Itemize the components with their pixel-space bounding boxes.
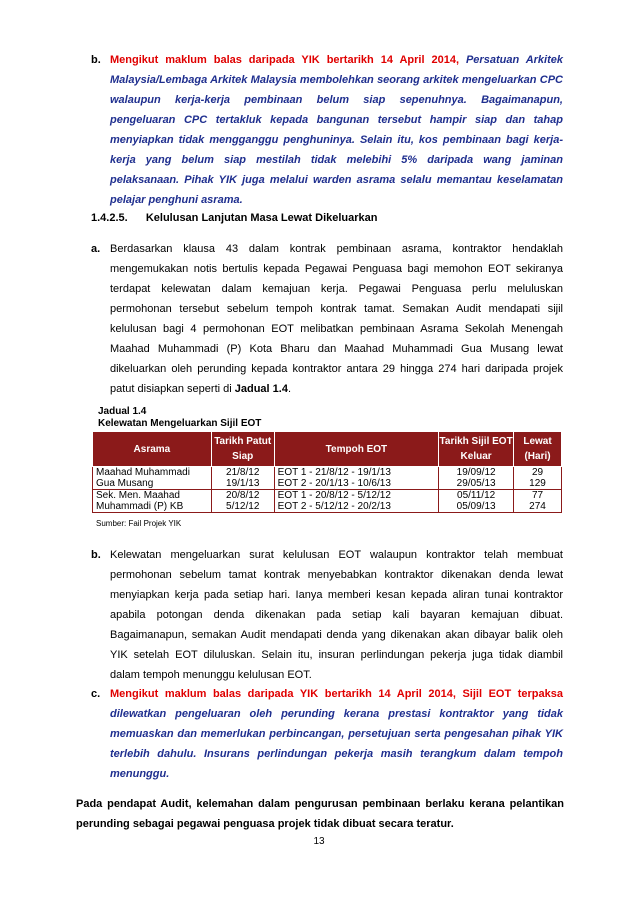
- response-intro-red: Mengikut maklum balas daripada YIK bertarikh 14 April 2014,: [110, 54, 460, 66]
- table-caption: [98, 406, 261, 430]
- cell-patut-siap: 21/8/12 19/1/13: [211, 467, 274, 490]
- paragraph-a: [91, 239, 563, 399]
- cell-sijil-keluar: 19/09/12 29/05/13: [439, 467, 514, 490]
- cell-patut-siap: 20/8/12 5/12/12: [211, 490, 274, 513]
- cell-lewat: 29 129: [514, 467, 562, 490]
- header-tarikh-patut-siap: Tarikh Patut Siap: [211, 432, 274, 467]
- table-source: Sumber: Fail Projek YIK: [96, 519, 182, 528]
- paragraph-b-delay: [91, 545, 563, 685]
- paragraph-end: .: [287, 383, 292, 395]
- table-row: [93, 467, 562, 490]
- paragraph-b-response: [91, 50, 563, 210]
- header-asrama: Asrama: [93, 432, 212, 467]
- paragraph-label: b.: [91, 54, 101, 66]
- section-heading: [91, 212, 378, 224]
- table-header-row: [93, 432, 562, 467]
- paragraph-label: c.: [91, 688, 101, 700]
- table-title: Kelewatan Mengeluarkan Sijil EOT: [98, 418, 262, 429]
- paragraph-text: Kelewatan mengeluarkan surat kelulusan EOT walaupun kontraktor telah membuat permohonan sebelum tamat kontrak menyebabkan kontraktor dikenakan denda lewat menyiapkan kerja pada setiap hari. Ianya memberi kesan kepada aliran tunai kontraktor apabila potongan denda dikenakan pada setiap kali bayaran kemajuan dibuat. Bagaimanapun, semakan Audit mendapati denda yang dikenakan akan dibayar balik oleh YIK setelah EOT diluluskan. Selain itu, insuran perlindungan pekerja juga tidak diambil dalam tempoh menunggu kelulusan EOT.: [110, 549, 563, 681]
- cell-asrama: Sek. Men. Maahad Muhammadi (P) KB: [93, 490, 212, 513]
- eot-table: [92, 431, 562, 513]
- cell-asrama: Maahad Muhammadi Gua Musang: [93, 467, 212, 490]
- paragraph-label: a.: [91, 243, 101, 255]
- response-body-blue: Persatuan Arkitek Malaysia/Lembaga Arkitek Malaysia membolehkan seorang arkitek mengeluarkan CPC walaupun kerja-kerja pembinaan belum siap sepenuhnya. Bagaimanapun, pengeluaran CPC tertakluk kepada bangunan tersebut hampir siap dan tahap menyiapkan tidak mengganggu penghuninya. Selain itu, kos pembinaan bagi kerja-kerja yang belum siap mestilah tidak melebihi 5% daripada wang jaminan pelaksanaan. Pihak YIK juga melalui warden asrama selalu memantau keselamatan pelajar penghuni asrama.: [110, 54, 563, 206]
- cell-lewat: 77 274: [514, 490, 562, 513]
- section-number: 1.4.2.5.: [91, 212, 128, 224]
- table-row: [93, 490, 562, 513]
- response-intro-red: Mengikut maklum balas daripada YIK bertarikh 14 April 2014, Sijil EOT terpaksa: [110, 688, 563, 700]
- cell-tempoh-eot: EOT 1 - 21/8/12 - 19/1/13 EOT 2 - 20/1/13 - 10/6/13: [274, 467, 439, 490]
- cell-sijil-keluar: 05/11/12 05/09/13: [439, 490, 514, 513]
- section-title: Kelulusan Lanjutan Masa Lewat Dikeluarkan: [145, 212, 378, 224]
- table-reference: Jadual 1.4: [234, 383, 288, 395]
- header-lewat: Lewat (Hari): [514, 432, 562, 467]
- audit-conclusion: [76, 794, 564, 834]
- response-body-blue: dilewatkan pengeluaran oleh perunding kerana prestasi kontraktor yang tidak memuaskan dan memerlukan perbincangan, persetujuan serta pengesahan pihak YIK terlebih dahulu. Insurans perlindungan pekerja masih terangkum dalam tempoh menunggu.: [110, 708, 563, 780]
- page-number: 13: [313, 836, 325, 847]
- conclusion-text: Pada pendapat Audit, kelemahan dalam pengurusan pembinaan berlaku kerana pelantikan perunding sebagai pegawai penguasa projek tidak dibuat secara teratur.: [76, 798, 564, 830]
- paragraph-label: b.: [91, 549, 101, 561]
- cell-tempoh-eot: EOT 1 - 20/8/12 - 5/12/12 EOT 2 - 5/12/12 - 20/2/13: [274, 490, 439, 513]
- header-tarikh-sijil-keluar: Tarikh Sijil EOT Keluar: [439, 432, 514, 467]
- table-number: Jadual 1.4: [98, 406, 147, 417]
- paragraph-c-response: [91, 684, 563, 784]
- paragraph-text: Berdasarkan klausa 43 dalam kontrak pembinaan asrama, kontraktor hendaklah mengemukakan notis bertulis kepada Pegawai Penguasa bagi memohon EOT sekiranya terdapat kelewatan dalam kemajuan kerja. Pegawai Penguasa perlu meluluskan permohonan tersebut sebelum tempoh kontrak tamat. Semakan Audit mendapati sijil kelulusan bagi 4 permohonan EOT melibatkan pembinaan Asrama Sekolah Menengah Maahad Muhammadi (P) Kota Bharu dan Maahad Muhammadi Gua Musang lewat dikeluarkan oleh perunding kepada kontraktor antara 29 hingga 274 hari daripada projek patut disiapkan seperti di: [110, 243, 563, 395]
- header-tempoh-eot: Tempoh EOT: [274, 432, 439, 467]
